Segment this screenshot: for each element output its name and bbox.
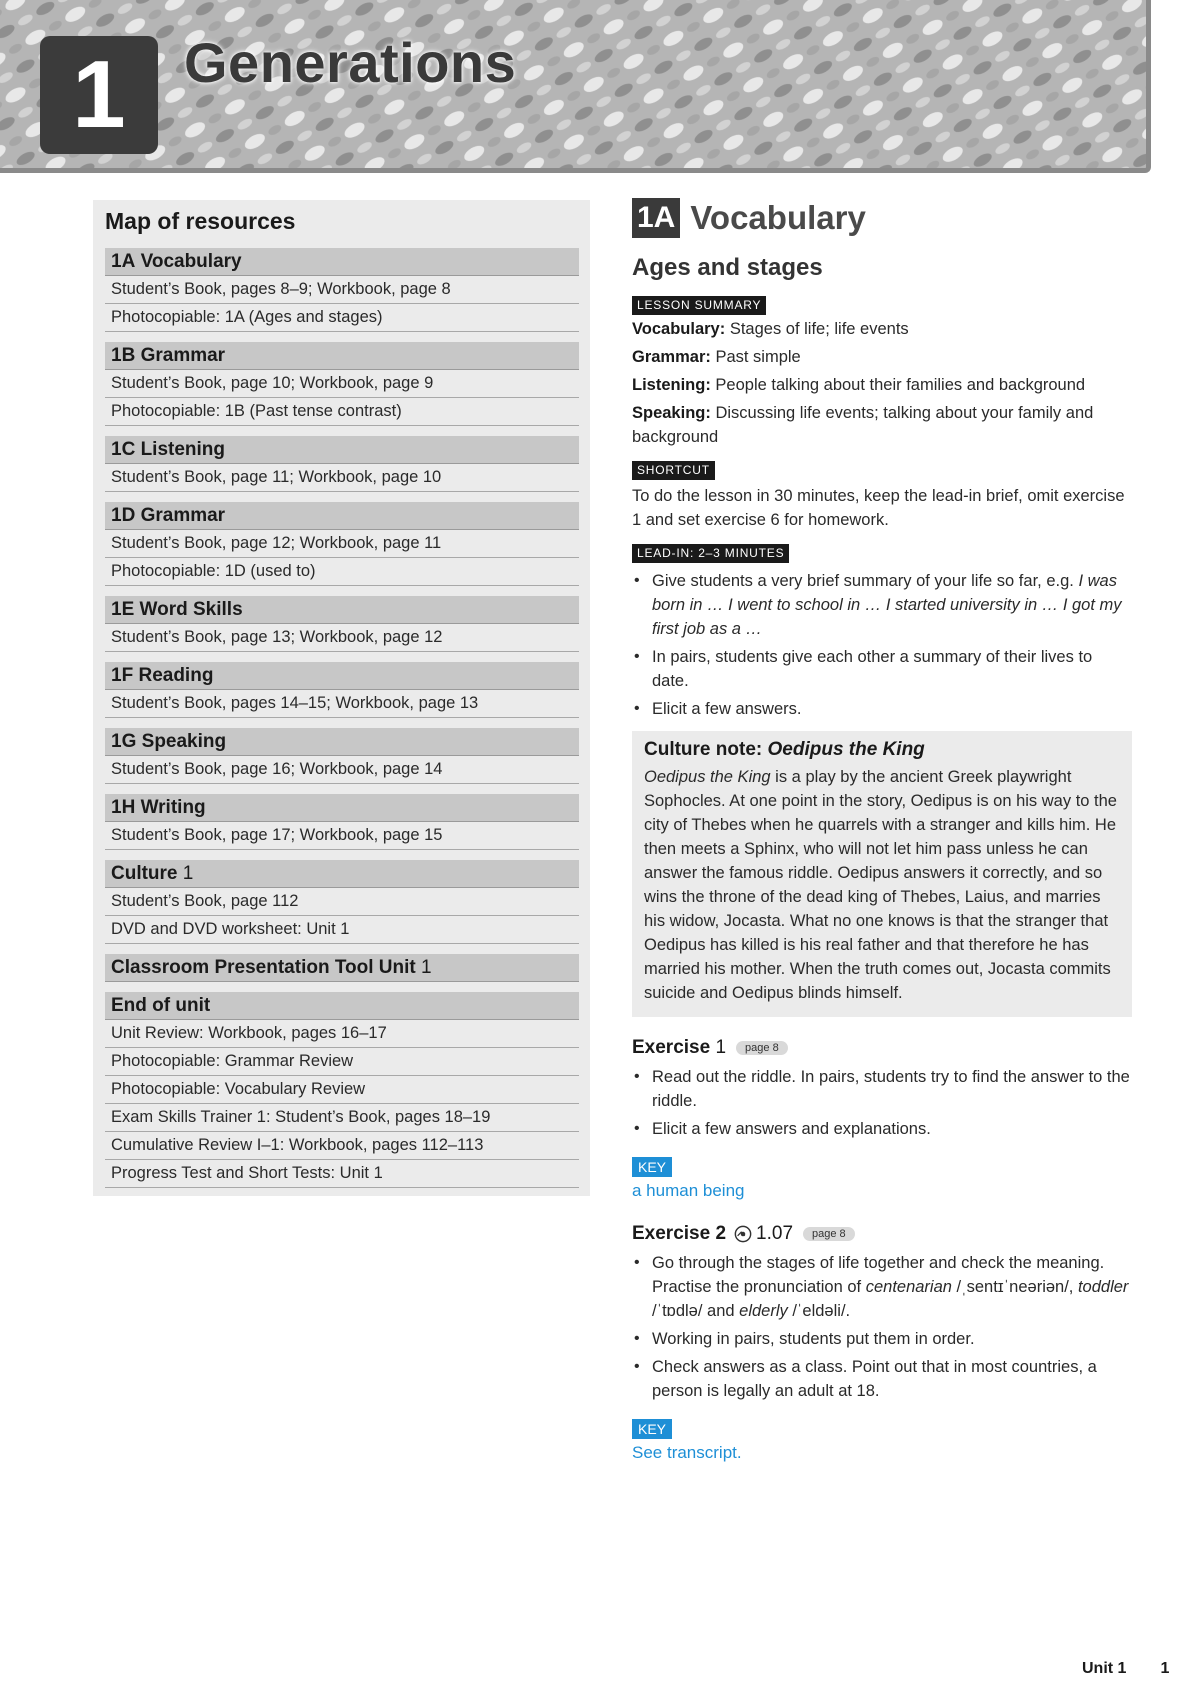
key-answer: See transcript. bbox=[632, 1443, 742, 1462]
map-resource-line: Photocopiable: 1D (used to) bbox=[105, 558, 579, 586]
unit-title: Generations bbox=[184, 31, 517, 94]
map-title: Map of resources bbox=[105, 208, 296, 234]
map-resource-line: Progress Test and Short Tests: Unit 1 bbox=[105, 1160, 579, 1188]
page-number: 1 bbox=[1160, 1660, 1170, 1677]
lesson-subtitle: Ages and stages bbox=[632, 254, 823, 281]
map-section-heading: 1A Vocabulary bbox=[105, 248, 579, 276]
section-gap bbox=[105, 718, 579, 728]
map-resource-line: Student’s Book, page 17; Workbook, page 15 bbox=[105, 822, 579, 850]
map-resource-line: Photocopiable: Grammar Review bbox=[105, 1048, 579, 1076]
map-resource-line: Photocopiable: 1B (Past tense contrast) bbox=[105, 398, 579, 426]
map-section-heading: Classroom Presentation Tool Unit 1 bbox=[105, 954, 579, 982]
map-resource-line: Student’s Book, page 112 bbox=[105, 888, 579, 916]
shortcut-text: To do the lesson in 30 minutes, keep the lead-in brief, omit exercise 1 and set exercise 6 for homework. bbox=[632, 487, 1125, 529]
map-section-heading: 1H Writing bbox=[105, 794, 579, 822]
footer-unit-label: Unit 1 bbox=[1082, 1660, 1127, 1677]
lesson-name: Vocabulary bbox=[690, 199, 866, 236]
map-resource-line: Cumulative Review I–1: Workbook, pages 112–113 bbox=[105, 1132, 579, 1160]
list-item: • Give students a very brief summary of your life so far, e.g. I was born in … I went to school in … I started university in … I got my first job as a … bbox=[632, 569, 1132, 641]
map-resource-line: Unit Review: Workbook, pages 16–17 bbox=[105, 1020, 579, 1048]
map-resource-line: Student’s Book, pages 14–15; Workbook, page 13 bbox=[105, 690, 579, 718]
section-gap bbox=[105, 944, 579, 954]
lesson-summary-tag: LESSON SUMMARY bbox=[632, 296, 766, 315]
list-item: • Go through the stages of life together and check the meaning. Practise the pronunciation of centenarian /ˌsentɪˈneəriən/, toddler /ˈtɒdlə/ and elderly /ˈeldəli/. bbox=[632, 1251, 1132, 1323]
page-ref-pill: page 8 bbox=[736, 1041, 788, 1055]
map-resource-line: Photocopiable: Vocabulary Review bbox=[105, 1076, 579, 1104]
lesson-summary-item: Grammar: Past simple bbox=[632, 348, 801, 366]
map-section-heading: 1F Reading bbox=[105, 662, 579, 690]
map-of-resources-panel bbox=[93, 200, 590, 1196]
list-item: • Check answers as a class. Point out that in most countries, a person is legally an adult at 18. bbox=[632, 1355, 1132, 1403]
key-badge: KEY bbox=[632, 1157, 672, 1177]
map-resource-line: Exam Skills Trainer 1: Student’s Book, pages 18–19 bbox=[105, 1104, 579, 1132]
section-gap bbox=[105, 586, 579, 596]
lesson-column bbox=[632, 196, 1132, 1465]
page-footer bbox=[1082, 1660, 1169, 1678]
shortcut-tag: SHORTCUT bbox=[632, 461, 715, 480]
lesson-heading bbox=[632, 196, 1132, 240]
map-resource-line: Photocopiable: 1A (Ages and stages) bbox=[105, 304, 579, 332]
list-item: • Working in pairs, students put them in order. bbox=[632, 1327, 1132, 1351]
unit-banner bbox=[0, 0, 1151, 173]
key-answer: a human being bbox=[632, 1181, 745, 1200]
section-gap bbox=[105, 850, 579, 860]
section-gap bbox=[105, 332, 579, 342]
list-item: • Elicit a few answers. bbox=[632, 697, 1132, 721]
lead-in-tag: LEAD-IN: 2–3 MINUTES bbox=[632, 544, 789, 563]
map-section-heading: 1E Word Skills bbox=[105, 596, 579, 624]
lesson-code-badge: 1A bbox=[632, 198, 680, 238]
map-section-heading: 1D Grammar bbox=[105, 502, 579, 530]
section-gap bbox=[105, 1188, 579, 1198]
key-badge: KEY bbox=[632, 1419, 672, 1439]
map-resource-line: Student’s Book, page 12; Workbook, page 11 bbox=[105, 530, 579, 558]
map-resource-line: Student’s Book, page 13; Workbook, page 12 bbox=[105, 624, 579, 652]
culture-note-box bbox=[632, 731, 1132, 1017]
lesson-summary-item: Speaking: Discussing life events; talking about your family and background bbox=[632, 404, 1094, 446]
list-item: • In pairs, students give each other a summary of their lives to date. bbox=[632, 645, 1132, 693]
list-item: • Read out the riddle. In pairs, students try to find the answer to the riddle. bbox=[632, 1065, 1132, 1113]
culture-note-text: Oedipus the King is a play by the ancient Greek playwright Sophocles. At one point in the story, Oedipus is on his way to the city of Thebes when he quarrels with a stranger and kills him. He then meets a Sphinx, who will not let him pass unless he can answer the famous riddle. Oedipus answers it correctly, and so wins the throne of the dead king of Thebes, Laius, and marries his widow, Jocasta. What no one knows is that the stranger that Oedipus has killed is his real father and that therefore he has married his mother. When the truth comes out, Jocasta commits suicide and Oedipus blinds himself. bbox=[644, 768, 1117, 1002]
map-section-heading: 1G Speaking bbox=[105, 728, 579, 756]
exercise-1-list bbox=[632, 1065, 1132, 1141]
page-ref-pill: page 8 bbox=[803, 1227, 855, 1241]
map-resource-line: Student’s Book, page 10; Workbook, page 9 bbox=[105, 370, 579, 398]
exercise-2-list bbox=[632, 1251, 1132, 1403]
map-section-heading: End of unit bbox=[105, 992, 579, 1020]
map-sections bbox=[105, 248, 579, 1198]
map-section-heading: 1B Grammar bbox=[105, 342, 579, 370]
banner-pattern bbox=[0, 0, 1146, 168]
section-gap bbox=[105, 652, 579, 662]
exercise-2-heading: Exercise 2 1.07 page 8 bbox=[632, 1223, 1132, 1245]
list-item: • Elicit a few answers and explanations. bbox=[632, 1117, 1132, 1141]
lesson-summary-item: Vocabulary: Stages of life; life events bbox=[632, 320, 909, 338]
section-gap bbox=[105, 426, 579, 436]
map-resource-line: DVD and DVD worksheet: Unit 1 bbox=[105, 916, 579, 944]
exercise-1-heading: Exercise 1 page 8 bbox=[632, 1037, 1132, 1059]
map-section-heading: 1C Listening bbox=[105, 436, 579, 464]
map-section-heading: Culture 1 bbox=[105, 860, 579, 888]
lead-in-list bbox=[632, 569, 1132, 721]
section-gap bbox=[105, 492, 579, 502]
section-gap bbox=[105, 982, 579, 992]
culture-note-title: Culture note: Oedipus the King bbox=[644, 739, 925, 760]
map-resource-line: Student’s Book, page 11; Workbook, page 10 bbox=[105, 464, 579, 492]
map-resource-line: Student’s Book, page 16; Workbook, page 14 bbox=[105, 756, 579, 784]
unit-number-box: 1 bbox=[40, 36, 158, 154]
lesson-summary-item: Listening: People talking about their families and background bbox=[632, 376, 1086, 394]
audio-disc-icon[interactable] bbox=[734, 1225, 752, 1243]
map-resource-line: Student’s Book, pages 8–9; Workbook, page 8 bbox=[105, 276, 579, 304]
section-gap bbox=[105, 784, 579, 794]
